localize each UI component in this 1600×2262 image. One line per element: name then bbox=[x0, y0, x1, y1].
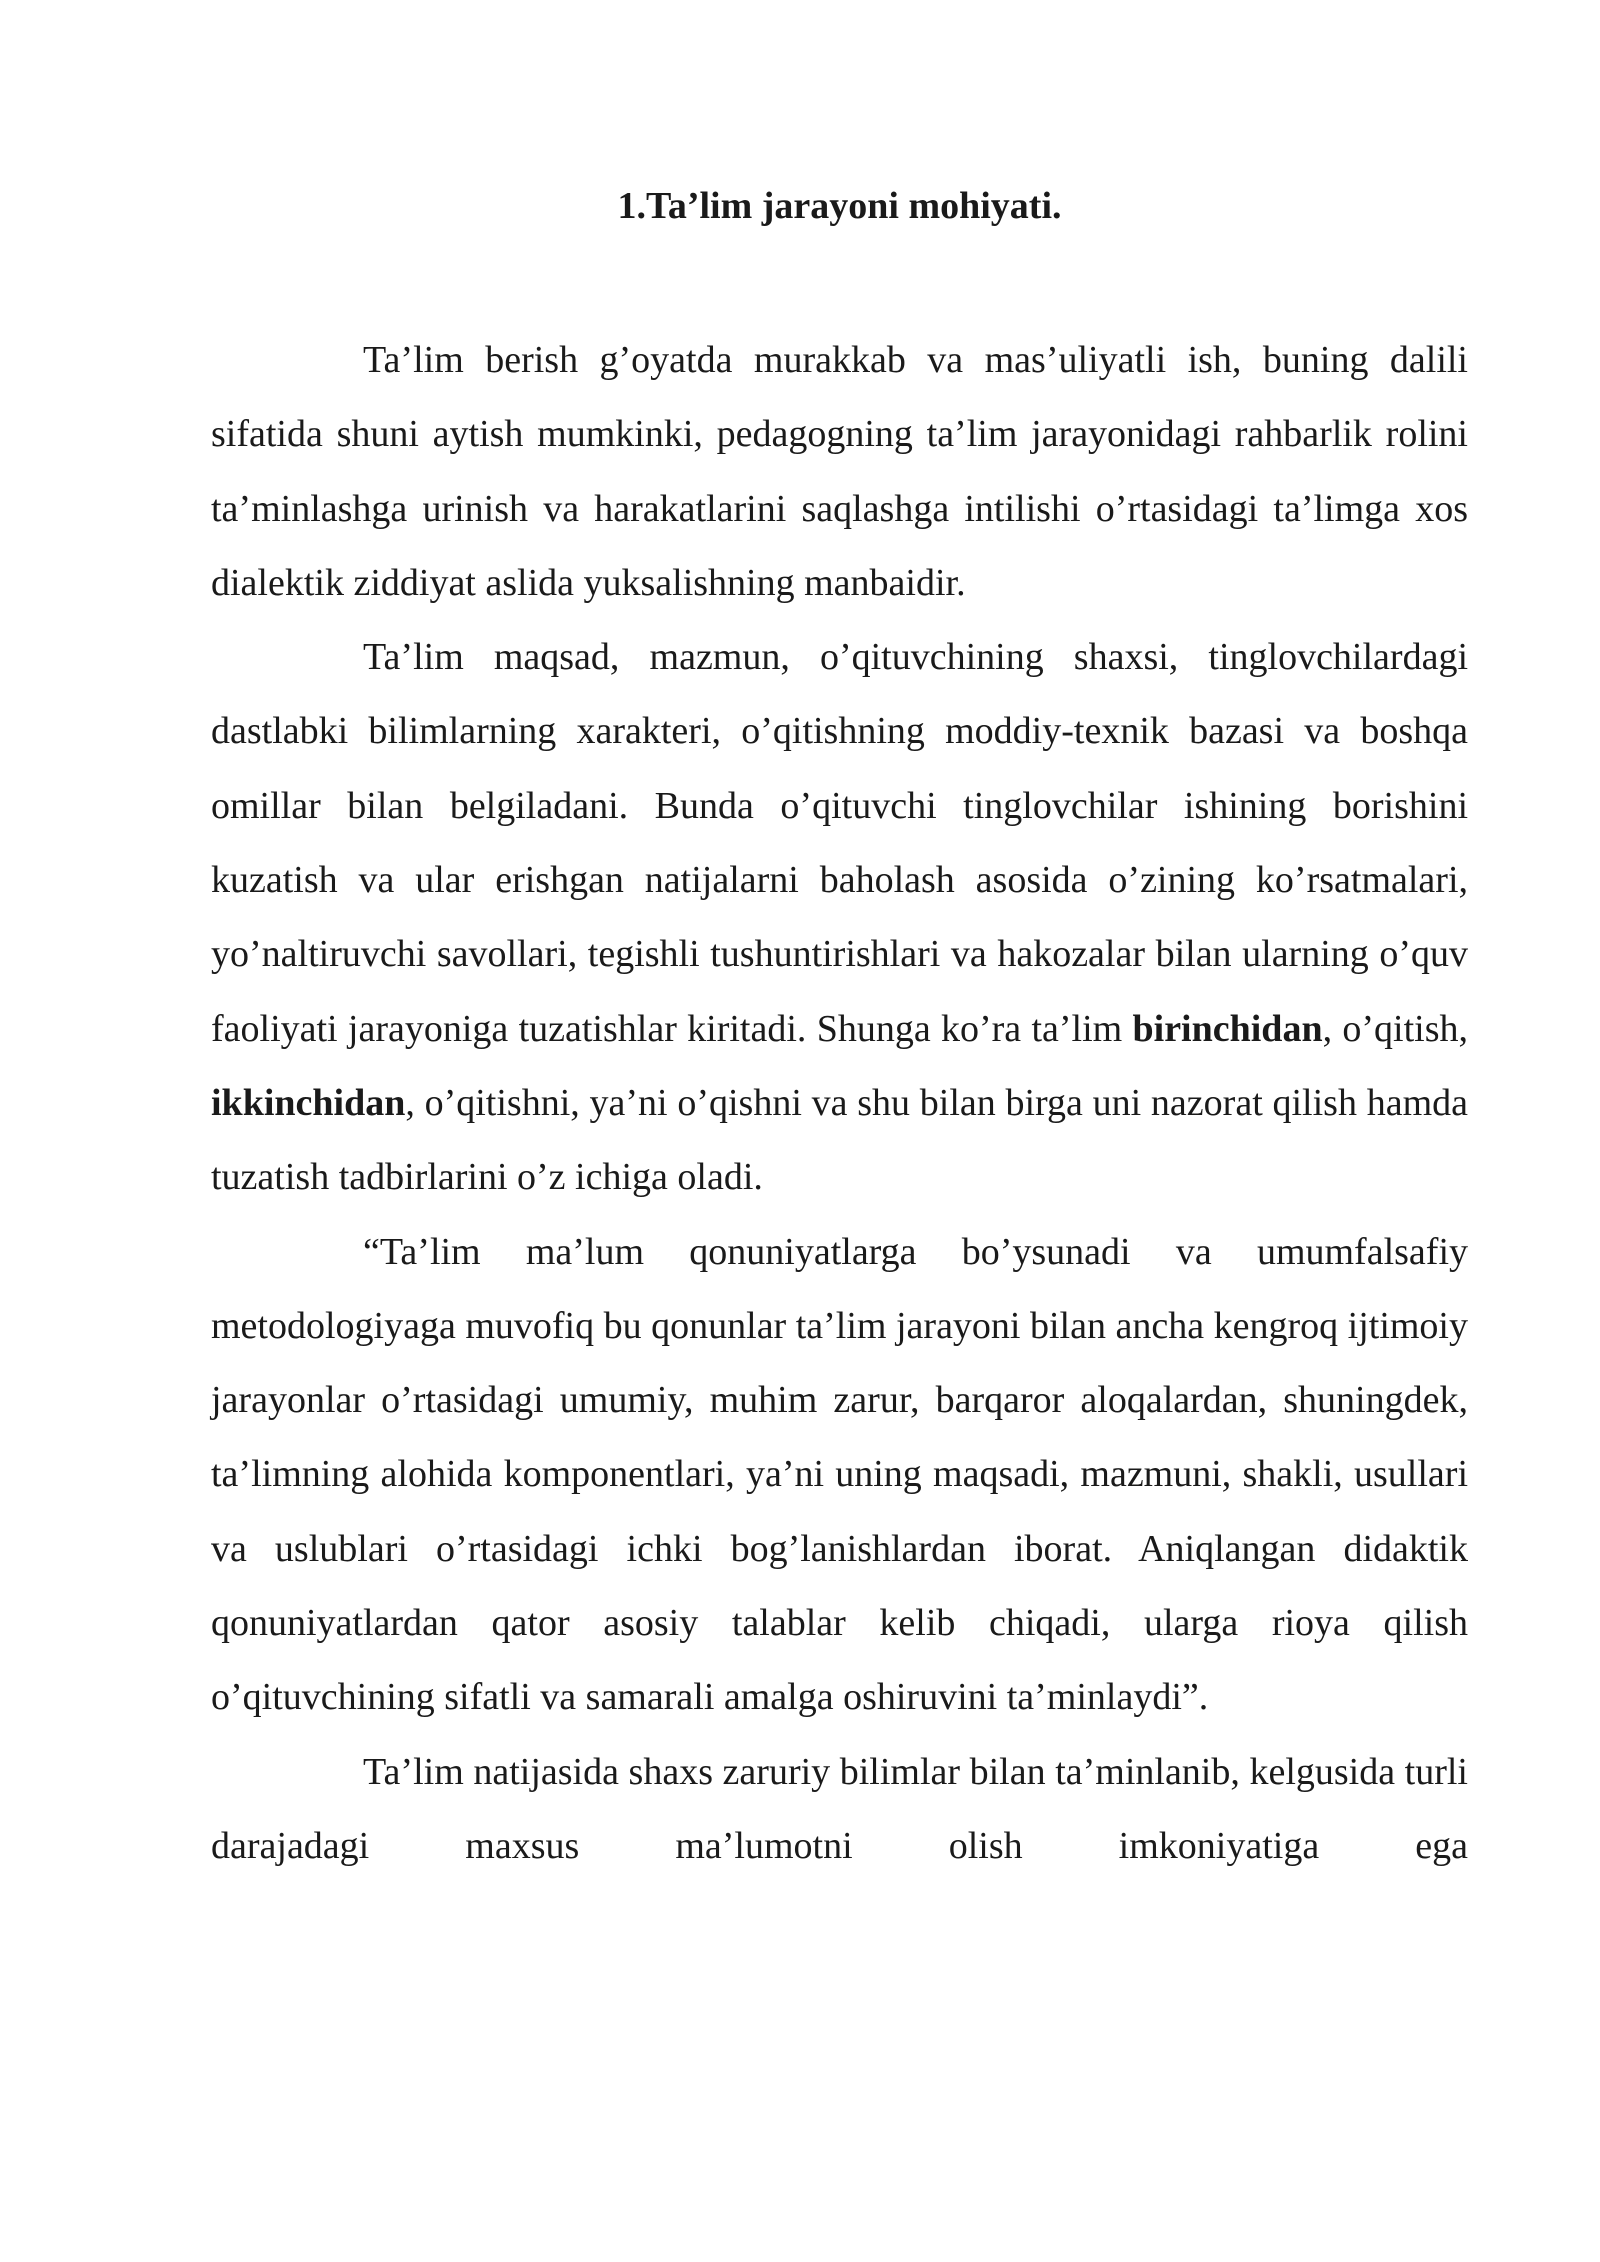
paragraph-2-text-a: Ta’lim maqsad, mazmun, o’qituvchining shaxsi, tinglovchilardagi dastlabki bilimlarning xarakteri, o’qitishning moddiy-texnik bazasi va boshqa omillar bilan belgiladani. Bunda o’qituvchi tinglovchilar ishining borishini kuzatish va ular erishgan natijalarni baholash asosida o’zining ko’rsatmalari, yo’naltiruvchi savollari, tegishli tushuntirishlari va hakozalar bilan ularning o’quv faoliyati jarayoniga tuzatishlar kiritadi. Shunga ko’ra ta’lim bbox=[211, 636, 1468, 1050]
paragraph-3: “Ta’lim ma’lum qonuniyatlarga bo’ysunadi va umumfalsafiy metodologiyaga muvofiq bu qonunlar ta’lim jarayoni bilan ancha kengroq ijtimoiy jarayonlar o’rtasidagi umumiy, muhim zarur, barqaror aloqalardan, shuningdek, ta’limning alohida komponentlari, ya’ni uning maqsadi, mazmuni, shakli, usullari va uslublari o’rtasidagi ichki bog’lanishlardan iborat. Aniqlangan didaktik qonuniyatlardan qator asosiy talablar kelib chiqadi, ularga rioya qilish o’qituvchining sifatli va samarali amalga oshiruvini ta’minlaydi”. bbox=[211, 1230, 1468, 1719]
document-page bbox=[211, 0, 1468, 2262]
paragraph-1: Ta’lim berish g’oyatda murakkab va mas’uliyatli ish, buning dalili sifatida shuni aytish mumkinki, pedagogning ta’lim jarayonidagi rahbarlik rolini ta’minlashga urinish va harakatlarini saqlashga intilishi o’rtasidagi ta’limga xos dialektik ziddiyat aslida yuksalishning manbaidir. bbox=[211, 339, 1468, 604]
paragraph-2-text-b: , o’qitish, bbox=[1322, 1007, 1468, 1050]
paragraph-2-text-c: , o’qitishni, ya’ni o’qishni va shu bilan birga uni nazorat qilish hamda tuzatish tadbirlarini o’z ichiga oladi. bbox=[211, 1081, 1468, 1199]
paragraph-2 bbox=[211, 620, 1468, 1214]
bold-term-ikkinchidan: ikkinchidan bbox=[211, 1081, 406, 1124]
paragraph-4: Ta’lim natijasida shaxs zaruriy bilimlar bilan ta’minlanib, kelgusida turli darajadagi maxsus ma’lumotni olish imkoniyatiga ega bbox=[211, 1750, 1468, 1867]
section-title: 1.Ta’lim jarayoni mohiyati. bbox=[617, 185, 1062, 227]
bold-term-birinchidan: birinchidan bbox=[1132, 1007, 1323, 1050]
document-body bbox=[211, 323, 1468, 1883]
